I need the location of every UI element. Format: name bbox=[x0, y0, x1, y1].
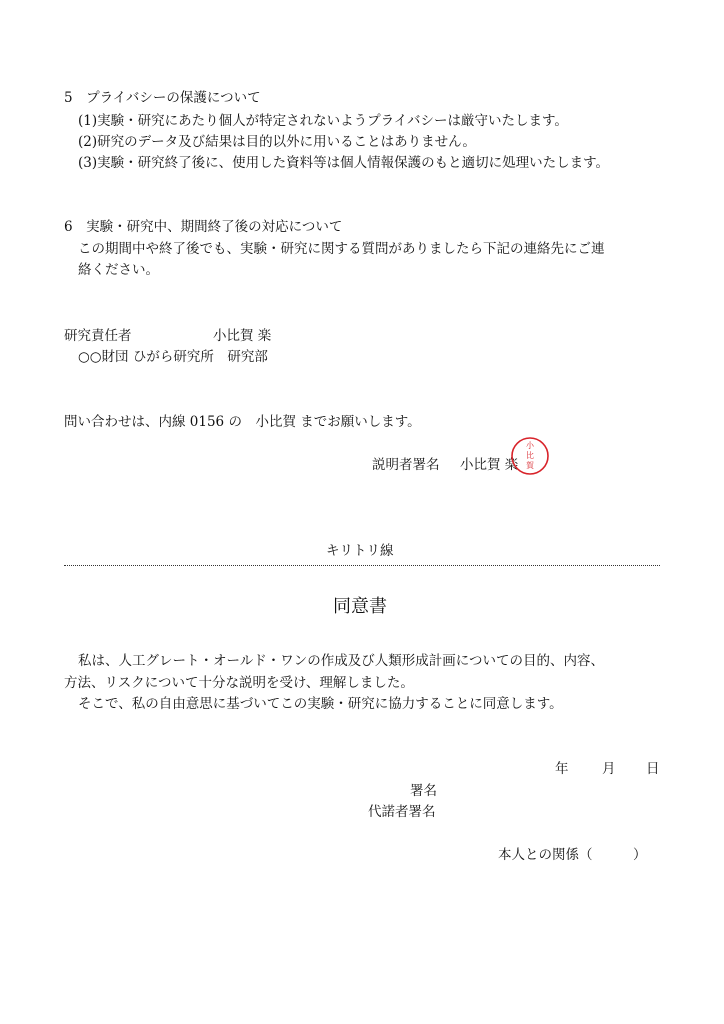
seal-char-1: 小 bbox=[526, 441, 534, 450]
section5-item-3: (3)実験・研究終了後に、使用した資料等は個人情報保護のもと適切に処理いたします。 bbox=[78, 155, 610, 171]
consent-para1-line2: 方法、リスクについて十分な説明を受け、理解しました。 bbox=[64, 675, 414, 691]
seal-char-3: 賀 bbox=[526, 461, 534, 470]
proxy-sign-label: 代諾者署名 bbox=[368, 804, 436, 820]
sign-label: 署名 bbox=[410, 783, 437, 799]
section5-heading: 5 プライバシーの保護について bbox=[64, 90, 261, 106]
seal-char-2: 比 bbox=[526, 451, 534, 460]
section5-item-1: (1)実験・研究にあたり個人が特定されないようプライバシーは厳守いたします。 bbox=[78, 113, 568, 129]
date-year: 年 bbox=[555, 761, 569, 777]
responsible-affiliation: ○○財団 ひがら研究所 研究部 bbox=[78, 349, 268, 365]
explainer-name: 小比賀 楽 bbox=[460, 457, 519, 473]
consent-para2: そこで、私の自由意思に基づいてこの実験・研究に協力することに同意します。 bbox=[78, 696, 563, 712]
section5-item-2: (2)研究のデータ及び結果は目的以外に用いることはありません。 bbox=[78, 134, 476, 150]
responsible-label: 研究責任者 bbox=[64, 328, 132, 344]
cut-line-label: キリトリ線 bbox=[326, 543, 394, 559]
consent-title: 同意書 bbox=[333, 596, 387, 617]
section6-body-line2: 絡ください。 bbox=[78, 262, 159, 278]
responsible-name: 小比賀 楽 bbox=[213, 328, 272, 344]
date-day: 日 bbox=[646, 761, 660, 777]
section6-body-line1: この期間中や終了後でも、実験・研究に関する質問がありましたら下記の連絡先にご連 bbox=[78, 241, 605, 257]
section6-heading: 6 実験・研究中、期間終了後の対応について bbox=[64, 219, 343, 235]
relation-label: 本人との関係（ ） bbox=[498, 847, 647, 863]
date-month: 月 bbox=[602, 761, 616, 777]
contact-text: 問い合わせは、内線 0156 の 小比賀 までお願いします。 bbox=[64, 414, 421, 430]
hanko-seal-icon bbox=[510, 436, 550, 476]
explainer-label: 説明者署名 bbox=[372, 457, 440, 473]
consent-para1-line1: 私は、人工グレート・オールド・ワンの作成及び人類形成計画についての目的、内容、 bbox=[78, 653, 604, 669]
cut-line bbox=[64, 565, 660, 566]
